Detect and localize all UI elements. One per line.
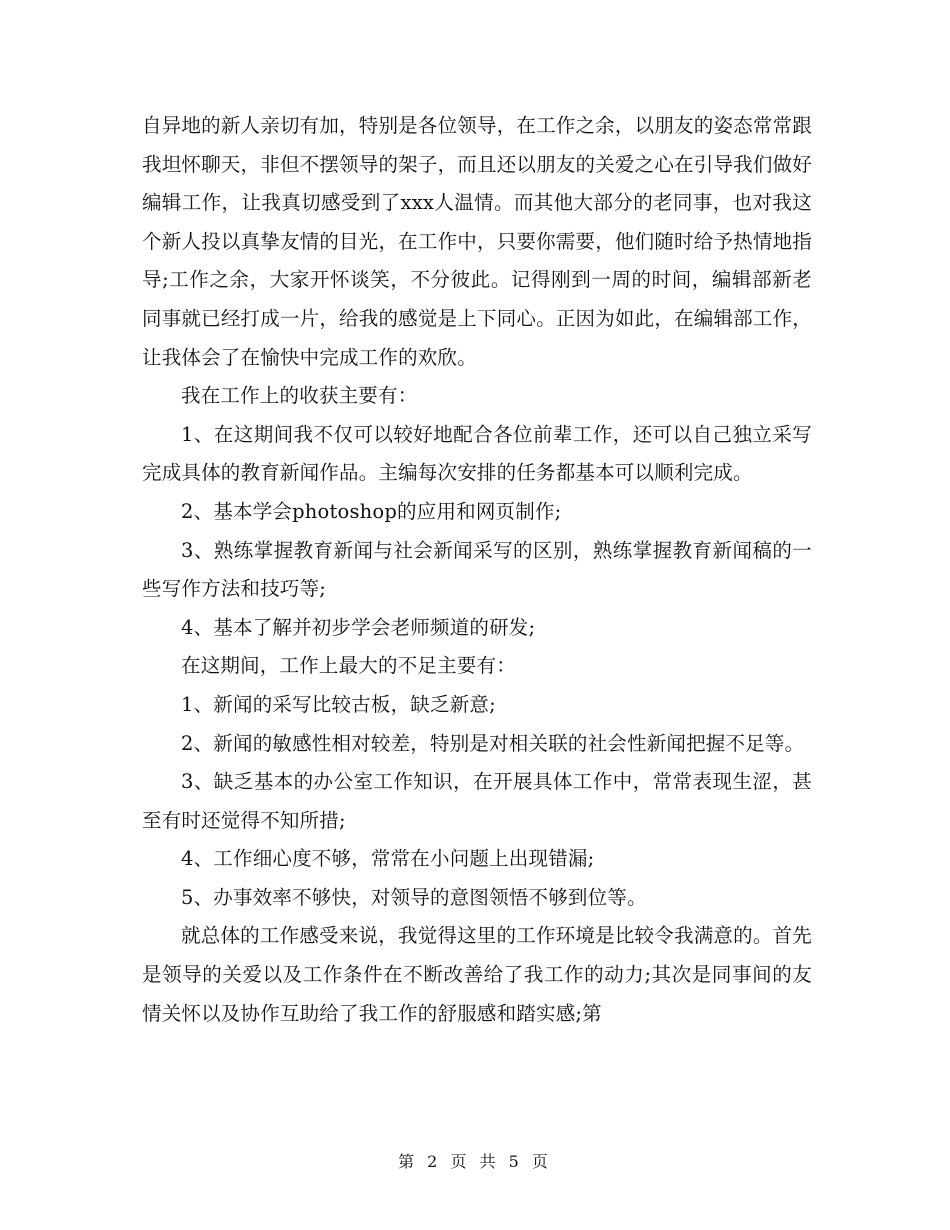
paragraph: 3、缺乏基本的办公室工作知识，在开展具体工作中，常常表现生涩，甚至有时还觉得不知所措; xyxy=(142,770,812,832)
paragraph: 5、办事效率不够快，对领导的意图领悟不够到位等。 xyxy=(181,885,647,909)
paragraph: 4、基本了解并初步学会老师频道的研发; xyxy=(181,615,536,639)
paragraph: 自异地的新人亲切有加，特别是各位领导，在工作之余，以朋友的姿态常常跟我坦怀聊天，非但不摆领导的架子，而且还以朋友的关爱之心在引导我们做好编辑工作，让我真切感受到了xxx人温情。而其他大部分的老同事，也对我这个新人投以真挚友情的目光，在工作中，只要你需要，他们随时给予热情地指导;工作之余，大家开怀谈笑，不分彼此。记得刚到一周的时间，编辑部新老同事就已经打成一片，给我的感觉是上下同心。正因为如此，在编辑部工作，让我体会了在愉快中完成工作的欢欣。 xyxy=(142,114,812,369)
paragraph: 我在工作上的收获主要有： xyxy=(181,384,418,408)
paragraph: 4、工作细心度不够，常常在小问题上出现错漏; xyxy=(181,847,595,871)
paragraph: 在这期间，工作上最大的不足主要有： xyxy=(181,654,516,678)
paragraph: 2、新闻的敏感性相对较差，特别是对相关联的社会性新闻把握不足等。 xyxy=(181,731,805,755)
paragraph: 1、新闻的采写比较古板，缺乏新意; xyxy=(181,692,496,716)
document-body xyxy=(142,107,812,1033)
paragraph: 就总体的工作感受来说，我觉得这里的工作环境是比较令我满意的。首先是领导的关爱以及工作条件在不断改善给了我工作的动力;其次是同事间的友情关怀以及协作互助给了我工作的舒服感和踏实感;第 xyxy=(142,924,812,1025)
paragraph: 3、熟练掌握教育新闻与社会新闻采写的区别，熟练掌握教育新闻稿的一些写作方法和技巧等; xyxy=(142,538,812,601)
paragraph: 1、在这期间我不仅可以较好地配合各位前辈工作，还可以自己独立采写完成具体的教育新闻作品。主编每次安排的任务都基本可以顺利完成。 xyxy=(142,422,812,485)
paragraph: 2、基本学会photoshop的应用和网页制作; xyxy=(181,499,562,523)
page-number-footer: 第 2 页 共 5 页 xyxy=(398,1152,552,1171)
